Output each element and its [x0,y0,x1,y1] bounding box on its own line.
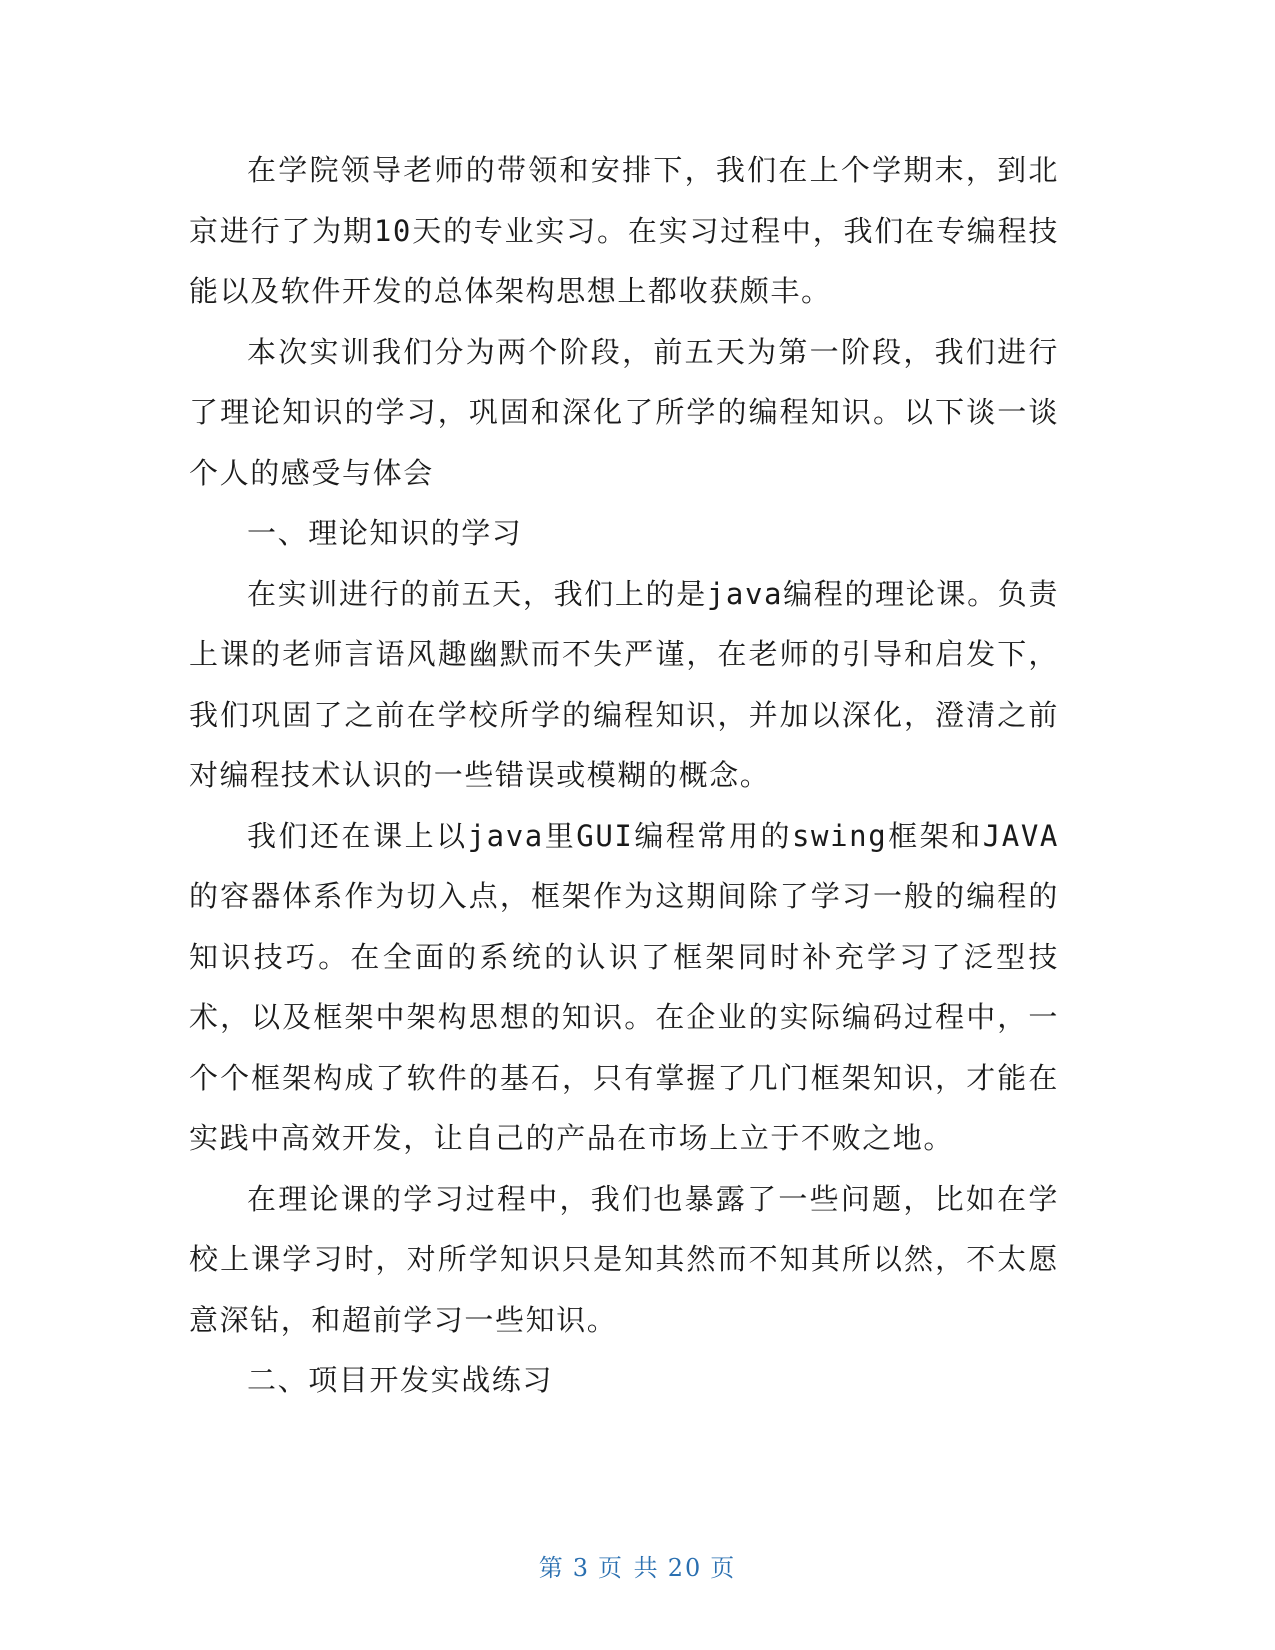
paragraph-framework: 我们还在课上以java里GUI编程常用的swing框架和JAVA的容器体系作为切入点，框架作为这期间除了学习一般的编程的知识技巧。在全面的系统的认识了框架同时补充学习了泛型技术，以及框架中架构思想的知识。在企业的实际编码过程中，一个个框架构成了软件的基石，只有掌握了几门框架知识，才能在实践中高效开发，让自己的产品在市场上立于不败之地。 [189,818,1059,1155]
footer-middle: 页 共 [598,1554,660,1582]
paragraph-theory-course: 在实训进行的前五天，我们上的是java编程的理论课。负责上课的老师言语风趣幽默而不失严谨，在老师的引导和启发下，我们巩固了之前在学校所学的编程知识，并加以深化，澄清之前对编程技术认识的一些错误或模糊的概念。 [189,576,1059,792]
section-heading-project: 二、项目开发实战练习 [247,1363,554,1397]
footer-suffix: 页 [710,1554,737,1582]
footer-total-pages: 20 [667,1554,703,1582]
document-body [189,140,1059,1411]
paragraph-stages: 本次实训我们分为两个阶段，前五天为第一阶段，我们进行了理论知识的学习，巩固和深化了所学的编程知识。以下谈一谈个人的感受与体会 [189,334,1059,490]
page-footer [0,1548,1275,1583]
section-heading-theory: 一、理论知识的学习 [247,516,523,550]
footer-page-number: 3 [572,1554,591,1582]
footer-prefix: 第 [538,1554,565,1582]
paragraph-intro: 在学院领导老师的带领和安排下，我们在上个学期末，到北京进行了为期10天的专业实习。在实习过程中，我们在专编程技能以及软件开发的总体架构思想上都收获颇丰。 [189,153,1059,308]
paragraph-problems: 在理论课的学习过程中，我们也暴露了一些问题，比如在学校上课学习时，对所学知识只是知其然而不知其所以然，不太愿意深钻，和超前学习一些知识。 [189,1181,1059,1337]
